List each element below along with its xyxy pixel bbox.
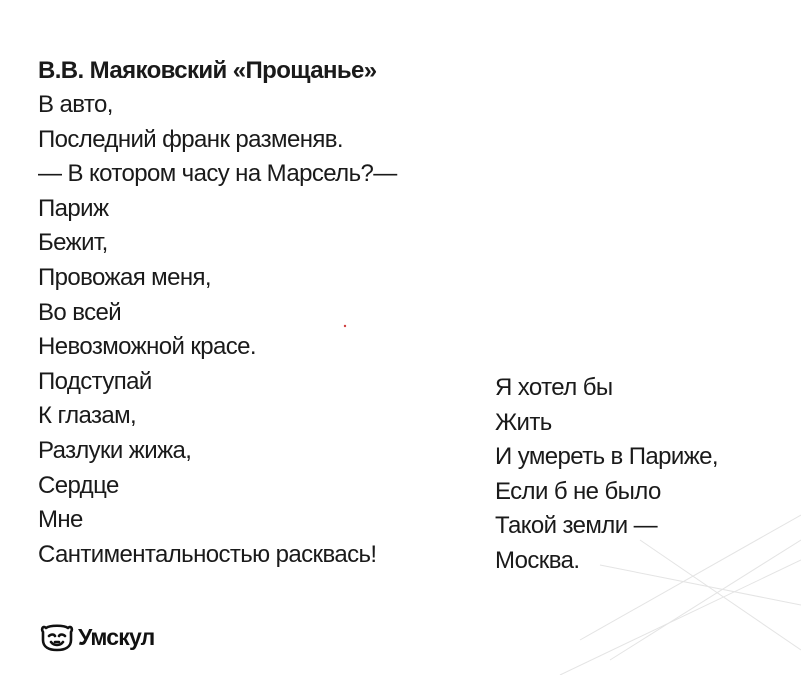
poem-line: Невозможной красе.: [38, 333, 256, 361]
poem-line: Жить: [495, 408, 552, 436]
poem-line: И умереть в Париже,: [495, 443, 718, 471]
poem-line: Такой земли —: [495, 512, 657, 540]
poem-line: Бежит,: [38, 229, 108, 257]
poem-line: Париж: [38, 194, 109, 222]
poem-line: Сантиментальностью расквась!: [38, 540, 377, 568]
poem-right-column: [495, 371, 718, 579]
poem-line: Последний франк разменяв.: [38, 125, 343, 153]
poem-line: Подступай: [38, 367, 152, 395]
poem-line: Провожая меня,: [38, 263, 211, 291]
poem-line: Разлуки жижа,: [38, 436, 192, 464]
bear-head-icon: [40, 622, 74, 652]
poem-line: Москва.: [495, 546, 580, 574]
poem-line: В авто,: [38, 91, 113, 118]
poem-left-column: [38, 88, 397, 572]
poem-line: — В котором часу на Марсель?—: [38, 160, 397, 188]
poem-line: Если б не было: [495, 477, 661, 505]
poem-line: Я хотел бы: [495, 374, 613, 401]
poem-line: К глазам,: [38, 402, 137, 430]
poem-line: Мне: [38, 506, 83, 534]
brand-logo: [40, 622, 154, 652]
poem-line: Во всей: [38, 298, 122, 326]
brand-name: Умскул: [78, 624, 155, 650]
poem-line: Сердце: [38, 471, 119, 499]
poem-title: В.В. Маяковский «Прощанье»: [38, 57, 377, 84]
